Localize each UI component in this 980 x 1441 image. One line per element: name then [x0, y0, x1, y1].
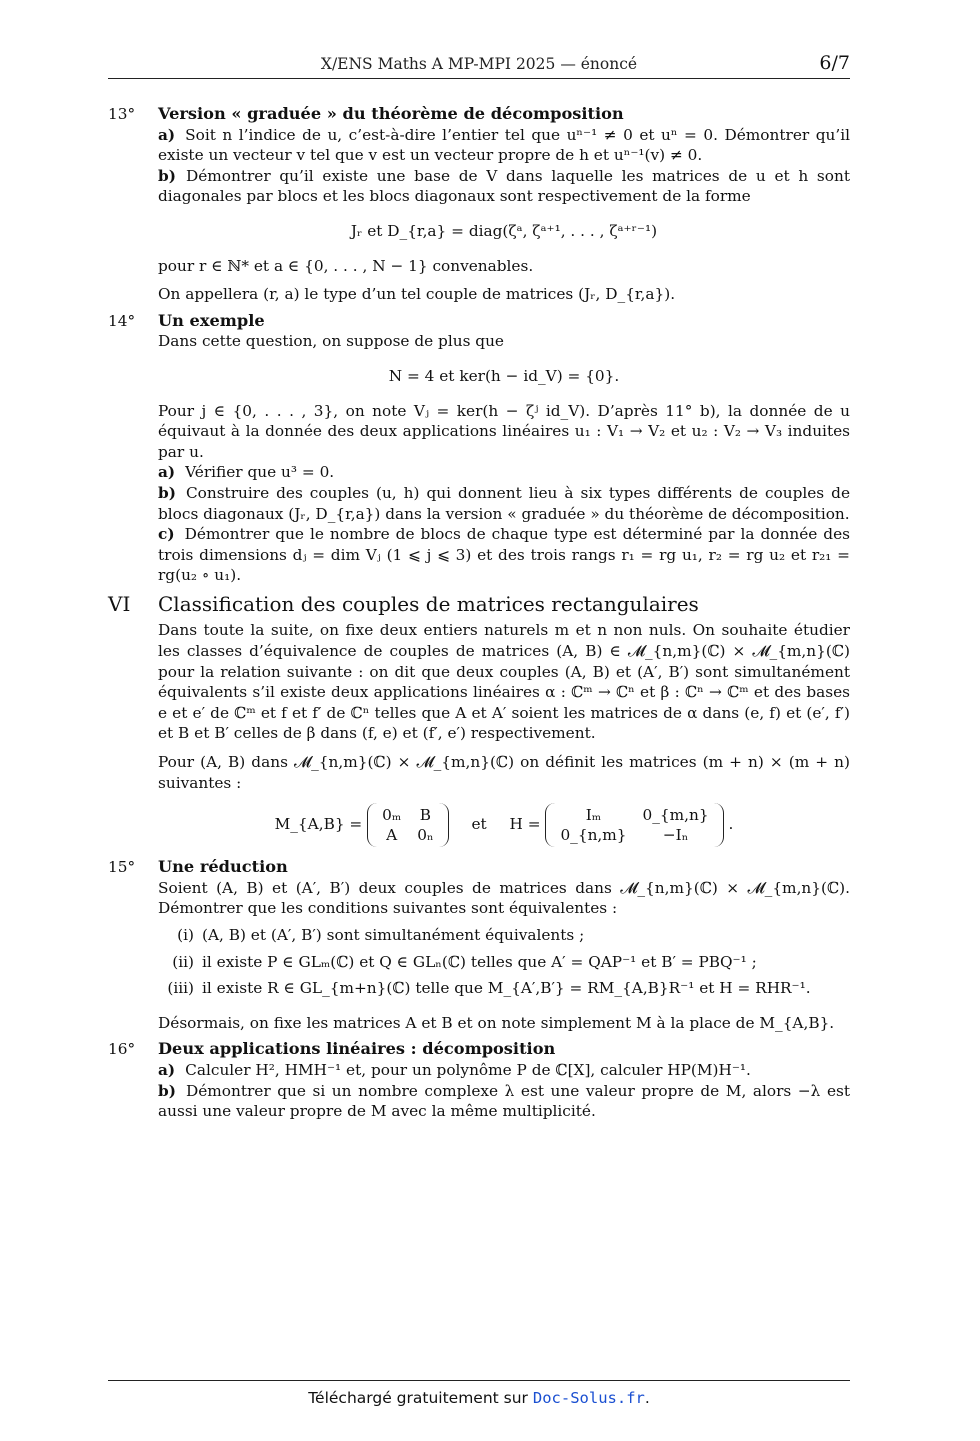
part-label: b)	[158, 483, 176, 502]
part-text: Démontrer que si un nombre complexe λ est une valeur propre de M, alors −λ est aussi une valeur propre de M avec la même multiplicité.	[158, 1081, 850, 1121]
matrix-cell: A	[386, 826, 398, 845]
matrix-cell: −Iₙ	[662, 826, 689, 845]
section-heading	[108, 591, 850, 616]
matrix-cell: B	[419, 806, 432, 825]
matrix-cell: 0_{n,m}	[560, 826, 627, 845]
question-title: Version « graduée » du théorème de décomposition	[158, 104, 624, 123]
part-text: Construire des couples (u, h) qui donnent lieu à six types différents de couples de blocs diagonaux (Jᵣ, D_{r,a}) dans la version « graduée » du théorème de décomposition.	[158, 483, 850, 523]
formula: Jᵣ et D_{r,a} = diag(ζᵃ, ζᵃ⁺¹, . . . , ζᵃ⁺ʳ⁻¹)	[350, 221, 658, 240]
paragraph: Désormais, on fixe les matrices A et B et on note simplement M à la place de M_{A,B}.	[158, 1013, 835, 1032]
matrix-m	[367, 803, 448, 847]
section-body	[158, 620, 850, 847]
part-label: a)	[158, 463, 176, 482]
matrix-cell: 0_{m,n}	[642, 806, 709, 825]
matrix-label: M_{A,B} =	[274, 815, 363, 834]
paragraph: Pour (A, B) dans 𝓜_{n,m}(ℂ) × 𝓜_{m,n}(ℂ) on définit les matrices (m + n) × (m + n) suivantes :	[158, 753, 850, 792]
footer-link[interactable]: Doc-Solus.fr	[532, 1389, 645, 1407]
footer-text: Téléchargé gratuitement sur	[308, 1389, 528, 1407]
part-text: Calculer H², HMH⁻¹ et, pour un polynôme P de ℂ[X], calculer HP(M)H⁻¹.	[185, 1060, 751, 1079]
content	[108, 104, 850, 1122]
list-item	[158, 978, 850, 999]
item-index: (iii)	[167, 979, 194, 998]
question-title: Deux applications linéaires : décomposition	[158, 1039, 556, 1059]
question-16	[108, 1039, 850, 1121]
paragraph: pour r ∈ ℕ* et a ∈ {0, . . . , N − 1} convenables.	[158, 256, 534, 275]
part-label: b)	[158, 1081, 176, 1100]
paragraph: On appellera (r, a) le type d’un tel couple de matrices (Jᵣ, D_{r,a}).	[158, 285, 676, 304]
item-index: (ii)	[172, 952, 194, 971]
part-label: c)	[158, 525, 175, 544]
matrix-label: H =	[509, 815, 541, 834]
matrix-cell: 0ₙ	[417, 826, 434, 845]
list-item	[158, 925, 850, 946]
paragraph: Dans cette question, on suppose de plus que	[158, 332, 504, 351]
part-text: Démontrer que le nombre de blocs de chaque type est déterminé par la donnée des trois dimensions dⱼ = dim Vⱼ (1 ⩽ j ⩽ 3) et des trois rangs r₁ = rg u₁, r₂ = rg u₂ et r₂₁ = rg(u₂ ∘ u₁).	[158, 525, 850, 585]
matrix-formula	[158, 803, 850, 847]
page-footer	[108, 1380, 850, 1407]
question-title: Un exemple	[158, 310, 265, 330]
matrix-h	[545, 803, 723, 847]
question-number: 14°	[108, 311, 136, 330]
question-body	[158, 331, 850, 586]
part-label: a)	[158, 125, 176, 144]
matrix-cell: 0ₘ	[382, 806, 402, 825]
section-title: Classification des couples de matrices rectangulaires	[158, 591, 699, 616]
question-15	[108, 857, 850, 1033]
question-14	[108, 311, 850, 586]
section-number: VI	[108, 591, 131, 616]
question-title: Une réduction	[158, 857, 288, 877]
paragraph: Dans toute la suite, on fixe deux entiers naturels m et n non nuls. On souhaite étudier les classes d’équivalence de couples de matrices (A, B) ∈ 𝓜_{n,m}(ℂ) × 𝓜_{m,n}(ℂ) pour la relation suivante : on dit que deux couples (A, B) et (A′, B′) sont simultanément équivalents s’il existe deux applications linéaires α : ℂᵐ → ℂⁿ et β : ℂⁿ → ℂᵐ et des bases e et e′ de ℂᵐ et f et f′ de ℂⁿ telles que A et A′ soient les matrices de α dans (e, f) et (e′, f′) et B et B′ celles de β dans (f, e) et (f′, e′) respectivement.	[158, 621, 850, 743]
formula: N = 4 et ker(h − id_V) = {0}.	[388, 366, 620, 385]
part-text: Vérifier que u³ = 0.	[185, 463, 335, 482]
question-number: 16°	[108, 1040, 136, 1059]
question-number: 13°	[108, 105, 136, 123]
list-item	[158, 952, 850, 973]
item-text: (A, B) et (A′, B′) sont simultanément équivalents ;	[202, 926, 585, 944]
part-label: b)	[158, 166, 176, 185]
question-body	[158, 1060, 850, 1122]
question-body	[158, 878, 850, 1034]
part-text: Démontrer qu’il existe une base de V dans laquelle les matrices de u et h sont diagonales par blocs et les blocs diagonaux sont respectivement de la forme	[158, 166, 850, 206]
part-label: a)	[158, 1060, 176, 1079]
question-13	[108, 104, 850, 305]
page-header	[108, 52, 850, 79]
paragraph: Soient (A, B) et (A′, B′) deux couples de matrices dans 𝓜_{n,m}(ℂ) × 𝓜_{m,n}(ℂ). Démontrer que les conditions suivantes sont équivalentes :	[158, 878, 850, 918]
item-text: il existe P ∈ GLₘ(ℂ) et Q ∈ GLₙ(ℂ) telles que A′ = QAP⁻¹ et B′ = PBQ⁻¹ ;	[202, 952, 757, 971]
part-text: Soit n l’indice de u, c’est-à-dire l’entier tel que uⁿ⁻¹ ≠ 0 et uⁿ = 0. Démontrer qu’il existe un vecteur v tel que v est un vecteur propre de h et uⁿ⁻¹(v) ≠ 0.	[158, 125, 850, 165]
header-title: X/ENS Maths A MP-MPI 2025 — énoncé	[320, 55, 638, 73]
conjunction: et	[471, 815, 487, 834]
formula-end: .	[728, 815, 734, 834]
footer-end: .	[644, 1389, 650, 1407]
question-number: 15°	[108, 858, 136, 877]
page-number: 6/7	[819, 52, 850, 74]
item-text: il existe R ∈ GL_{m+n}(ℂ) telle que M_{A′,B′} = RM_{A,B}R⁻¹ et H = RHR⁻¹.	[202, 979, 811, 998]
question-body	[158, 125, 850, 305]
item-index: (i)	[177, 926, 194, 944]
matrix-cell: Iₘ	[585, 806, 602, 825]
paragraph: Pour j ∈ {0, . . . , 3}, on note Vⱼ = ker(h − ζʲ id_V). D’après 11° b), la donnée de u équivaut à la donnée des deux applications linéaires u₁ : V₁ → V₂ et u₂ : V₂ → V₃ induites par u.	[158, 401, 850, 461]
